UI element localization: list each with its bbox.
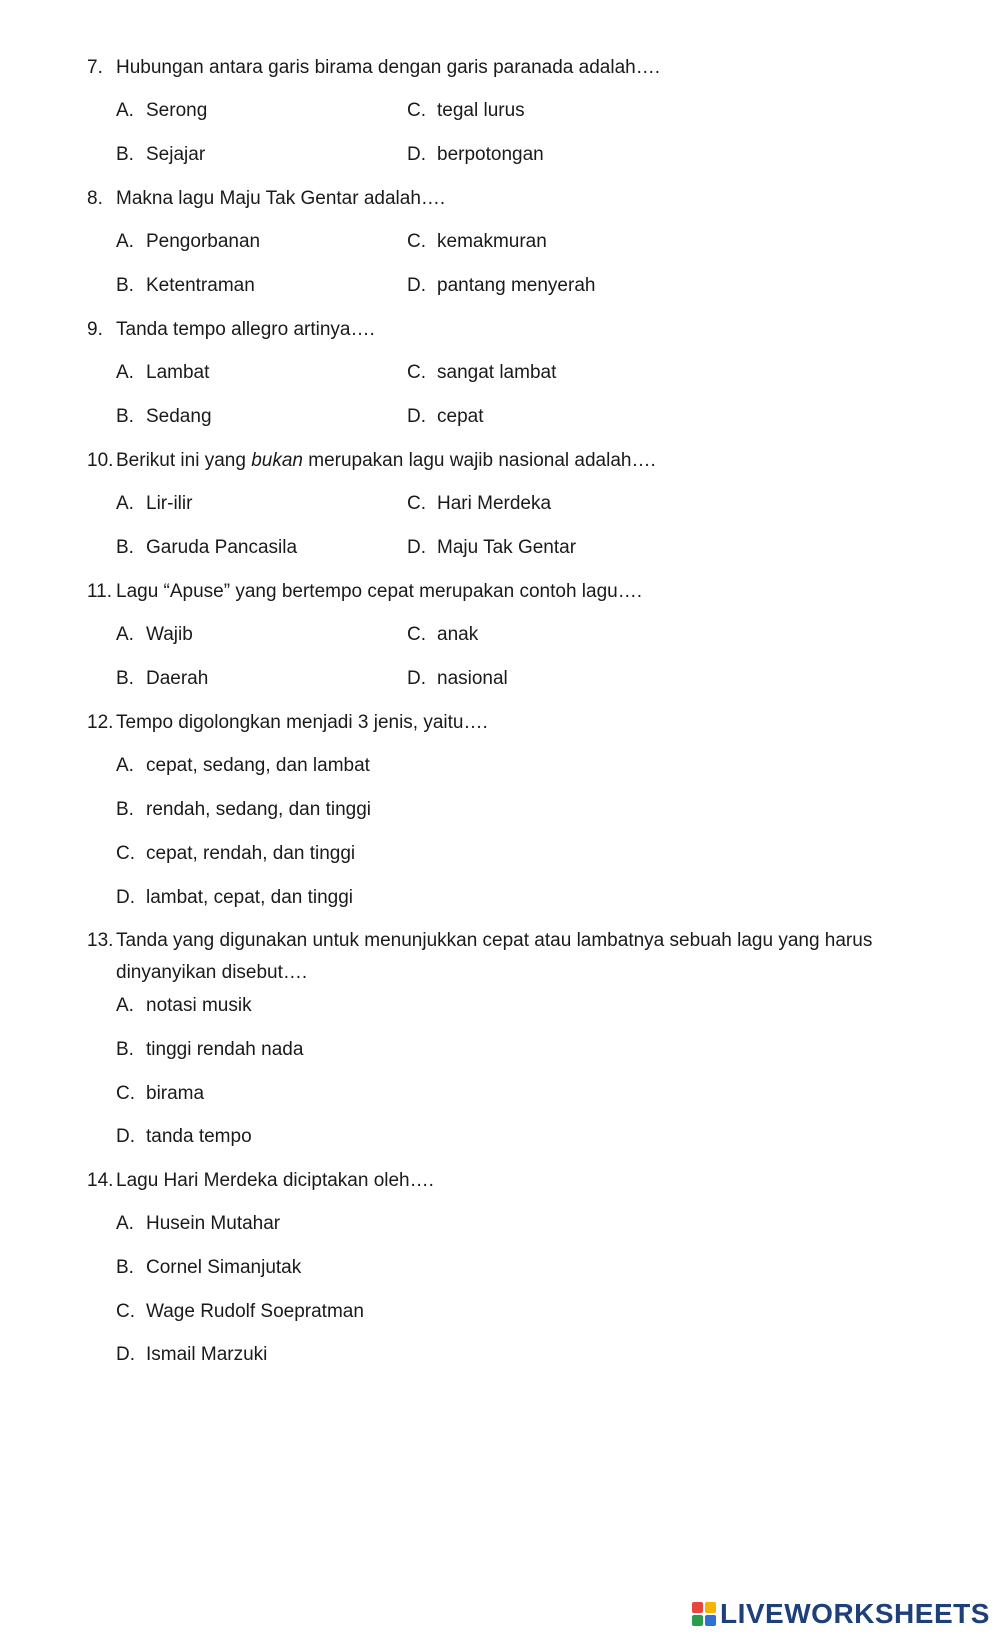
option-text: lambat, cepat, dan tinggi bbox=[146, 887, 354, 908]
option-12a[interactable] bbox=[116, 754, 370, 778]
option-text: tinggi rendah nada bbox=[146, 1039, 304, 1060]
option-letter: D. bbox=[407, 537, 426, 558]
question-text bbox=[116, 449, 656, 473]
question-number: 12. bbox=[87, 712, 114, 733]
option-text: cepat, rendah, dan tinggi bbox=[146, 843, 356, 864]
logo-grid-icon bbox=[692, 1602, 716, 1626]
option-text: Lir-ilir bbox=[146, 493, 193, 514]
option-letter: A. bbox=[116, 362, 134, 383]
question-text: dinyanyikan disebut…. bbox=[116, 962, 308, 983]
option-7d[interactable] bbox=[407, 143, 544, 167]
option-letter: B. bbox=[116, 668, 134, 689]
option-9c[interactable] bbox=[407, 361, 556, 385]
option-text: berpotongan bbox=[437, 144, 544, 165]
option-text: Daerah bbox=[146, 668, 209, 689]
option-14d[interactable] bbox=[116, 1343, 267, 1367]
question-text: Hubungan antara garis birama dengan garis paranada adalah…. bbox=[116, 57, 660, 78]
option-letter: B. bbox=[116, 1257, 134, 1278]
option-text: sangat lambat bbox=[437, 362, 557, 383]
option-letter: A. bbox=[116, 493, 134, 514]
option-letter: C. bbox=[407, 100, 426, 121]
question-text-part: merupakan lagu wajib nasional adalah…. bbox=[302, 450, 656, 471]
option-text: tanda tempo bbox=[146, 1126, 252, 1147]
option-letter: C. bbox=[116, 1301, 135, 1322]
question-number: 11. bbox=[87, 581, 113, 602]
option-letter: B. bbox=[116, 144, 134, 165]
option-14b[interactable] bbox=[116, 1256, 301, 1280]
question-number: 14. bbox=[87, 1170, 114, 1191]
question-number: 7. bbox=[87, 57, 103, 78]
logo-square bbox=[692, 1615, 703, 1626]
option-text: Husein Mutahar bbox=[146, 1213, 281, 1234]
option-letter: B. bbox=[116, 537, 134, 558]
option-text: notasi musik bbox=[146, 995, 252, 1016]
question-text-part: Berikut ini yang bbox=[116, 450, 252, 471]
option-text: birama bbox=[146, 1083, 205, 1104]
question-number: 8. bbox=[87, 188, 103, 209]
question-number: 10. bbox=[87, 450, 114, 471]
option-9b[interactable] bbox=[116, 405, 212, 429]
question-text: Lagu “Apuse” yang bertempo cepat merupakan contoh lagu…. bbox=[116, 581, 642, 602]
option-10c[interactable] bbox=[407, 492, 551, 516]
option-12c[interactable] bbox=[116, 842, 355, 866]
option-11b[interactable] bbox=[116, 667, 208, 691]
option-text: Lambat bbox=[146, 362, 210, 383]
option-letter: C. bbox=[116, 1083, 135, 1104]
option-11a[interactable] bbox=[116, 623, 193, 647]
option-9d[interactable] bbox=[407, 405, 483, 429]
option-13c[interactable] bbox=[116, 1082, 204, 1106]
option-text: Ismail Marzuki bbox=[146, 1344, 268, 1365]
option-10d[interactable] bbox=[407, 536, 576, 560]
option-letter: A. bbox=[116, 1213, 134, 1234]
question-text: Lagu Hari Merdeka diciptakan oleh…. bbox=[116, 1170, 434, 1191]
option-letter: D. bbox=[407, 275, 426, 296]
option-text: cepat bbox=[437, 406, 484, 427]
option-text: Pengorbanan bbox=[146, 231, 261, 252]
option-text: Sejajar bbox=[146, 144, 206, 165]
question-text: Tanda yang digunakan untuk menunjukkan cepat atau lambatnya sebuah lagu yang harus bbox=[116, 930, 873, 951]
option-9a[interactable] bbox=[116, 361, 209, 385]
option-letter: D. bbox=[116, 1344, 135, 1365]
question-text: Tempo digolongkan menjadi 3 jenis, yaitu…. bbox=[116, 712, 488, 733]
option-text: Hari Merdeka bbox=[437, 493, 552, 514]
option-letter: B. bbox=[116, 1039, 134, 1060]
option-11d[interactable] bbox=[407, 667, 508, 691]
option-letter: C. bbox=[407, 624, 426, 645]
option-text: anak bbox=[437, 624, 479, 645]
logo-square bbox=[692, 1602, 703, 1613]
option-letter: A. bbox=[116, 231, 134, 252]
option-text: Ketentraman bbox=[146, 275, 255, 296]
option-text: cepat, sedang, dan lambat bbox=[146, 755, 370, 776]
question-text: Tanda tempo allegro artinya…. bbox=[116, 319, 375, 340]
option-14c[interactable] bbox=[116, 1300, 364, 1324]
option-10b[interactable] bbox=[116, 536, 297, 560]
option-letter: C. bbox=[407, 362, 426, 383]
option-letter: A. bbox=[116, 755, 134, 776]
option-8d[interactable] bbox=[407, 274, 595, 298]
option-13d[interactable] bbox=[116, 1125, 252, 1149]
option-14a[interactable] bbox=[116, 1212, 280, 1236]
option-13b[interactable] bbox=[116, 1038, 303, 1062]
option-letter: D. bbox=[407, 144, 426, 165]
question-text-emphasis: bukan bbox=[251, 450, 303, 471]
option-letter: C. bbox=[407, 493, 426, 514]
option-text: kemakmuran bbox=[437, 231, 547, 252]
option-letter: A. bbox=[116, 624, 134, 645]
option-text: Sedang bbox=[146, 406, 212, 427]
option-letter: B. bbox=[116, 799, 134, 820]
option-text: pantang menyerah bbox=[437, 275, 596, 296]
option-8b[interactable] bbox=[116, 274, 255, 298]
question-number: 9. bbox=[87, 319, 103, 340]
option-text: Cornel Simanjutak bbox=[146, 1257, 302, 1278]
option-11c[interactable] bbox=[407, 623, 478, 647]
option-text: rendah, sedang, dan tinggi bbox=[146, 799, 372, 820]
option-text: nasional bbox=[437, 668, 508, 689]
option-10a[interactable] bbox=[116, 492, 192, 516]
option-12d[interactable] bbox=[116, 886, 353, 910]
question-text: Makna lagu Maju Tak Gentar adalah…. bbox=[116, 188, 446, 209]
option-13a[interactable] bbox=[116, 994, 252, 1018]
option-7c[interactable] bbox=[407, 99, 525, 123]
option-text: Serong bbox=[146, 100, 208, 121]
option-letter: D. bbox=[116, 1126, 135, 1147]
logo-square bbox=[705, 1602, 716, 1613]
option-letter: B. bbox=[116, 275, 134, 296]
option-letter: C. bbox=[407, 231, 426, 252]
option-8a[interactable] bbox=[116, 230, 260, 254]
option-letter: D. bbox=[407, 668, 426, 689]
liveworksheets-logo bbox=[692, 1598, 990, 1630]
option-letter: A. bbox=[116, 995, 134, 1016]
option-8c[interactable] bbox=[407, 230, 547, 254]
option-letter: A. bbox=[116, 100, 134, 121]
option-letter: C. bbox=[116, 843, 135, 864]
option-text: Maju Tak Gentar bbox=[437, 537, 577, 558]
logo-text: LIVEWORKSHEETS bbox=[720, 1598, 990, 1629]
option-text: Garuda Pancasila bbox=[146, 537, 298, 558]
option-7b[interactable] bbox=[116, 143, 205, 167]
logo-square bbox=[705, 1615, 716, 1626]
option-letter: D. bbox=[116, 887, 135, 908]
option-text: Wajib bbox=[146, 624, 193, 645]
option-text: tegal lurus bbox=[437, 100, 525, 121]
option-letter: B. bbox=[116, 406, 134, 427]
option-7a[interactable] bbox=[116, 99, 207, 123]
question-number: 13. bbox=[87, 930, 114, 951]
option-12b[interactable] bbox=[116, 798, 371, 822]
option-letter: D. bbox=[407, 406, 426, 427]
option-text: Wage Rudolf Soepratman bbox=[146, 1301, 364, 1322]
